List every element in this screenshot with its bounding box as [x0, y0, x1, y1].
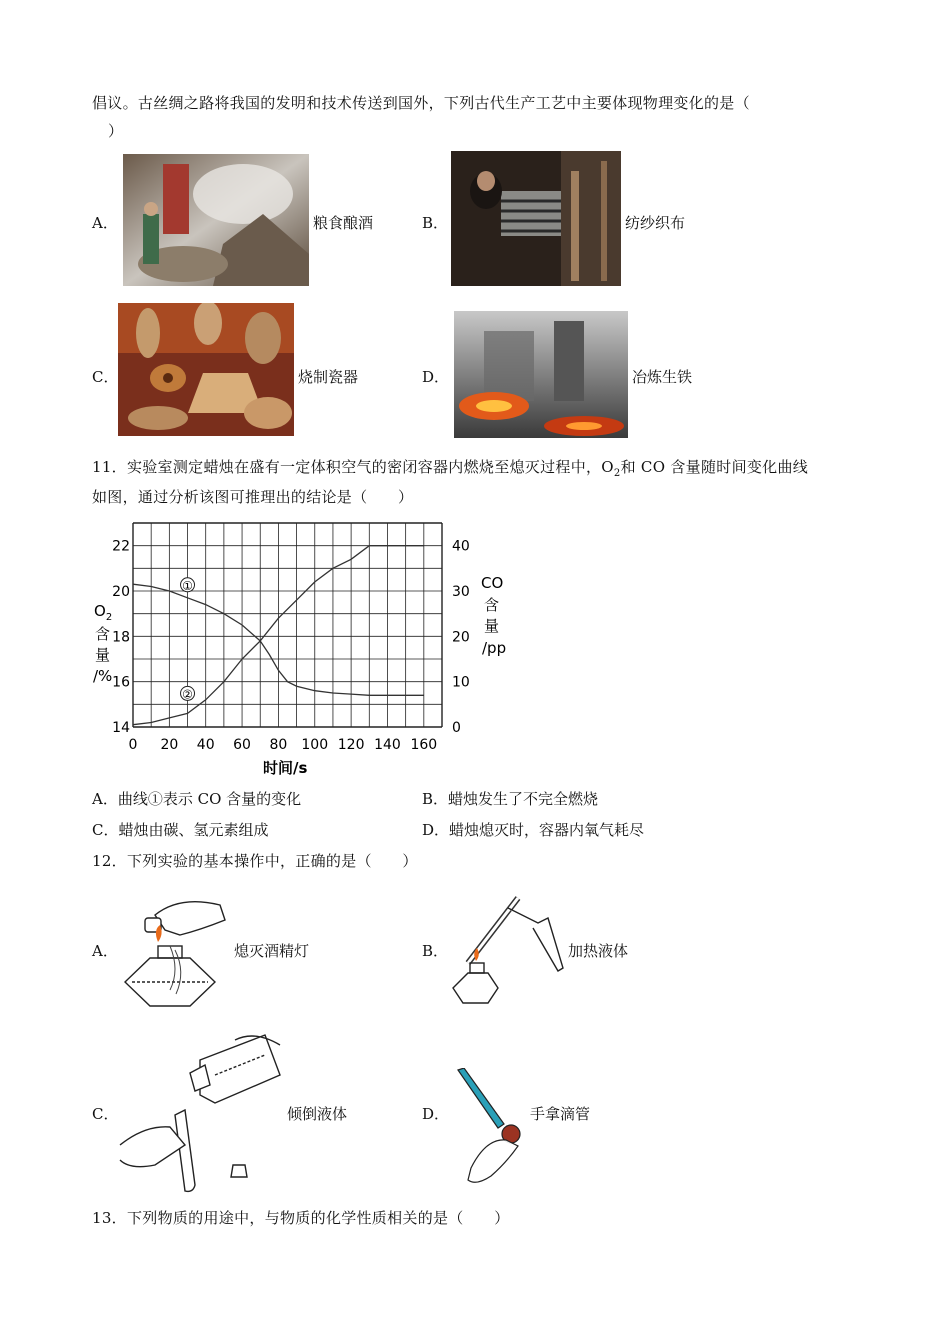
y-right-axis-label: [481, 574, 506, 657]
y-left-tick-label: 20: [112, 584, 130, 600]
q12-stem: 12．下列实验的基本操作中，正确的是（ ）: [92, 852, 418, 870]
y-right-label-4: /pp: [482, 639, 507, 657]
y-left-label-4: /%: [93, 667, 113, 685]
x-tick-labels: [129, 737, 438, 753]
q12-option-c-caption: 倾倒液体: [287, 1105, 348, 1123]
q10-option-b-letter: B．: [422, 214, 449, 232]
q10-option-d-caption: 冶炼生铁: [632, 368, 693, 386]
x-tick-label: 40: [196, 737, 215, 753]
chart-grid: [133, 523, 442, 727]
photo-iron-smelting: [454, 311, 628, 438]
x-tick-label: 100: [301, 737, 329, 753]
q10-option-a-caption: 粮食酿酒: [313, 214, 374, 232]
q10-option-d-letter: D．: [422, 368, 450, 386]
y-right-tick-label: 0: [452, 720, 461, 736]
y-left-label-o: $O_2$: [94, 602, 113, 623]
x-tick-label: 80: [269, 737, 288, 753]
x-axis-label: 时间/s: [263, 759, 308, 777]
photo-spinning-weaving: [451, 151, 621, 286]
y-right-label-2: 含: [484, 596, 500, 614]
q13-stem: 13．下列物质的用途中，与物质的化学性质相关的是（ ）: [92, 1209, 510, 1227]
q12-option-a-caption: 熄灭酒精灯: [234, 942, 310, 960]
y-right-tick-label: 30: [452, 584, 470, 600]
x-tick-label: 120: [337, 737, 365, 753]
q11-option-a: A．曲线①表示 CO 含量的变化: [92, 790, 302, 808]
q12-option-b-caption: 加热液体: [568, 942, 629, 960]
q11-stem-line1: 11．实验室测定蜡烛在盛有一定体积空气的密闭容器内燃烧至熄灭过程中，$O_2$和 CO 含量随时间变化曲线: [92, 458, 809, 479]
x-tick-label: 0: [128, 737, 138, 753]
y-right-tick-labels: [452, 539, 470, 736]
extinguish-lamp-illustration: [120, 890, 230, 1010]
dropper-illustration: [456, 1068, 531, 1188]
y-right-tick-label: 10: [452, 674, 470, 691]
photo-grain-wine: [123, 154, 309, 286]
y-left-tick-label: 14: [112, 720, 130, 736]
q11-stem-line2: 如图，通过分析该图可推理出的结论是（ ）: [92, 488, 414, 506]
q12-option-b-letter: B．: [422, 942, 449, 960]
q12-option-c-letter: C．: [92, 1105, 119, 1123]
y-right-label-1: CO: [481, 574, 504, 592]
y-left-label-2: 含: [95, 625, 111, 643]
x-tick-label: 160: [410, 737, 438, 753]
heat-liquid-illustration: [448, 893, 568, 1008]
q10-stem-line2: ）: [108, 122, 124, 140]
series-marker-label-2: ②: [182, 687, 193, 702]
pour-liquid-illustration: [115, 1025, 285, 1195]
series-marker-label-1: ①: [182, 578, 193, 593]
y-left-label-3: 量: [95, 646, 111, 664]
y-left-tick-label: 18: [112, 629, 130, 646]
y-right-tick-label: 20: [452, 629, 470, 646]
y-right-tick-label: 40: [452, 538, 470, 555]
o2-co-chart: [85, 515, 515, 780]
x-tick-label: 140: [374, 737, 401, 753]
q12-option-d-letter: D．: [422, 1105, 450, 1123]
y-left-tick-label: 22: [112, 538, 130, 555]
x-tick-label: 60: [233, 737, 251, 753]
q10-option-c-caption: 烧制瓷器: [298, 368, 359, 386]
q11-option-b: B．蜡烛发生了不完全燃烧: [422, 790, 599, 808]
q10-option-b-caption: 纺纱织布: [625, 214, 686, 232]
q10-option-c-letter: C．: [92, 368, 119, 386]
y-left-tick-label: 16: [112, 674, 130, 691]
q12-option-d-caption: 手拿滴管: [530, 1105, 591, 1123]
q10-stem-line1: 倡议。古丝绸之路将我国的发明和技术传送到国外，下列古代生产工艺中主要体现物理变化的是（: [92, 94, 750, 112]
y-right-label-3: 量: [484, 617, 500, 635]
y-left-axis-label: [93, 602, 112, 685]
q11-option-d: D．蜡烛熄灭时，容器内氧气耗尽: [422, 821, 645, 839]
y-left-tick-labels: [112, 539, 130, 736]
photo-porcelain: [118, 303, 294, 436]
x-tick-label: 20: [160, 737, 179, 753]
q11-option-c: C．蜡烛由碳、氢元素组成: [92, 821, 269, 839]
q12-option-a-letter: A．: [92, 942, 118, 960]
q10-option-a-letter: A．: [92, 214, 118, 232]
